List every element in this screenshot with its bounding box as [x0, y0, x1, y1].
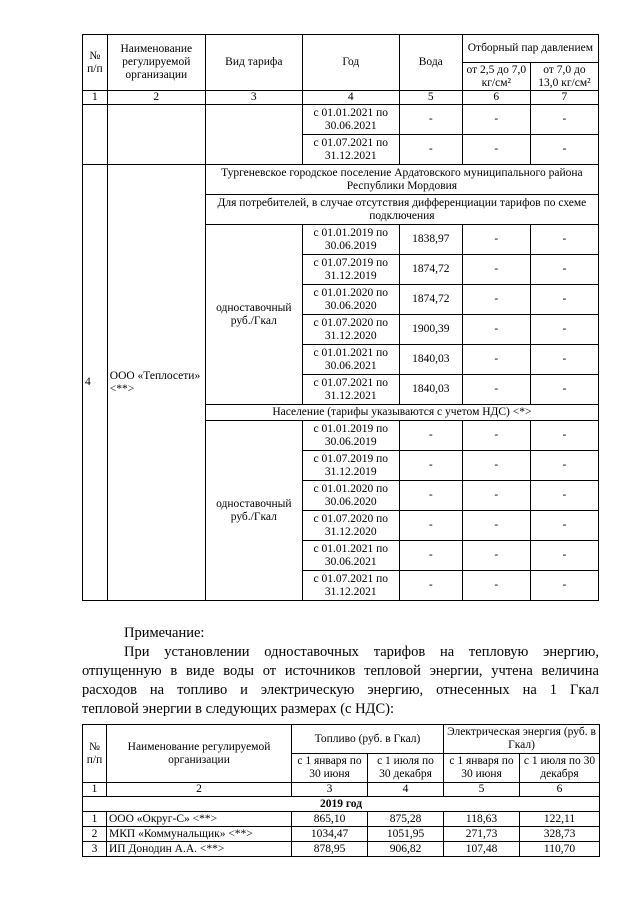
- elec-jan: 118,63: [444, 812, 520, 827]
- steam-b-cell: -: [530, 511, 598, 541]
- header-steam-a: от 2,5 до 7,0 кг/см²: [462, 63, 530, 91]
- water-cell: 1900,39: [399, 315, 462, 345]
- table-row: [83, 105, 599, 135]
- steam-b-cell: -: [530, 255, 598, 285]
- period-cell: с 01.01.2021 по 30.06.2021: [302, 105, 399, 135]
- water-cell: -: [399, 105, 462, 135]
- water-cell: 1840,03: [399, 345, 462, 375]
- period-cell: с 01.01.2019 по 30.06.2019: [302, 421, 399, 451]
- steam-b-cell: -: [530, 451, 598, 481]
- steam-b-cell: -: [530, 481, 598, 511]
- colnum: 4: [302, 91, 399, 105]
- tariff-type: одноставочный руб./Гкал: [205, 225, 302, 405]
- org-name: ООО «Округ-С» <**>: [107, 812, 292, 827]
- fuel-jan: 1034,47: [292, 827, 368, 842]
- water-cell: -: [399, 135, 462, 165]
- header-num: № п/п: [83, 35, 108, 91]
- header-jan: с 1 января по 30 июня: [444, 754, 520, 783]
- steam-a-cell: -: [462, 135, 530, 165]
- settlement-label: Тургеневское городское поселение Ардатовского муниципального района Республики Мордовия: [205, 165, 598, 195]
- steam-a-cell: -: [462, 285, 530, 315]
- note-line-2: отпущенную в виде воды от источников тепловой энергии, учтена величина: [82, 663, 599, 679]
- period-cell: с 01.01.2021 по 30.06.2021: [302, 541, 399, 571]
- header-org: Наименование регулируемой организации: [107, 725, 292, 783]
- colnum: 6: [520, 783, 600, 797]
- fuel-jan: 878,95: [292, 842, 368, 857]
- period-cell: с 01.07.2019 по 31.12.2019: [302, 451, 399, 481]
- period-cell: с 01.01.2021 по 30.06.2021: [302, 345, 399, 375]
- colnum: 4: [368, 783, 444, 797]
- water-cell: 1838,97: [399, 225, 462, 255]
- steam-b-cell: -: [530, 105, 598, 135]
- period-cell: с 01.07.2020 по 31.12.2020: [302, 315, 399, 345]
- header-jul: с 1 июля по 30 декабря: [368, 754, 444, 783]
- header-fuel: Топливо (руб. в Гкал): [292, 725, 444, 754]
- header-num: № п/п: [83, 725, 107, 783]
- header-steam: Отборный пар давлением: [462, 35, 598, 63]
- steam-b-cell: -: [530, 345, 598, 375]
- row-num: 3: [83, 842, 107, 857]
- period-cell: с 01.07.2021 по 31.12.2021: [302, 375, 399, 405]
- water-cell: 1874,72: [399, 285, 462, 315]
- elec-jul: 328,73: [520, 827, 600, 842]
- fuel-jul: 1051,95: [368, 827, 444, 842]
- period-cell: с 01.01.2020 по 30.06.2020: [302, 481, 399, 511]
- elec-jan: 107,48: [444, 842, 520, 857]
- header-steam-b: от 7,0 до 13,0 кг/см²: [530, 63, 598, 91]
- fuel-energy-table: [82, 724, 600, 857]
- note-line-4: тепловой энергии в следующих размерах (с НДС):: [82, 701, 394, 717]
- colnum: 5: [399, 91, 462, 105]
- steam-b-cell: -: [530, 421, 598, 451]
- elec-jul: 110,70: [520, 842, 600, 857]
- colnum: 1: [83, 91, 108, 105]
- tariff-table: [82, 34, 599, 601]
- note-line-1: При установлении одноставочных тарифов на тепловую энергию,: [124, 644, 599, 660]
- elec-jul: 122,11: [520, 812, 600, 827]
- fuel-jan: 865,10: [292, 812, 368, 827]
- steam-a-cell: -: [462, 375, 530, 405]
- steam-b-cell: -: [530, 135, 598, 165]
- org-number: 4: [83, 165, 108, 601]
- colnum: 3: [205, 91, 302, 105]
- steam-b-cell: -: [530, 571, 598, 601]
- steam-a-cell: -: [462, 511, 530, 541]
- header-jul: с 1 июля по 30 декабря: [520, 754, 600, 783]
- steam-b-cell: -: [530, 225, 598, 255]
- steam-b-cell: -: [530, 541, 598, 571]
- fuel-jul: 875,28: [368, 812, 444, 827]
- steam-b-cell: -: [530, 315, 598, 345]
- water-cell: -: [399, 571, 462, 601]
- steam-a-cell: -: [462, 481, 530, 511]
- steam-a-cell: -: [462, 345, 530, 375]
- year-label: 2019 год: [83, 797, 600, 812]
- consumers-label: Для потребителей, в случае отсутствия дифференциации тарифов по схеме подключения: [205, 195, 598, 225]
- period-cell: с 01.07.2021 по 31.12.2021: [302, 135, 399, 165]
- header-year: Год: [302, 35, 399, 91]
- note-line-3: расходов на топливо и электрическую энергию, отнесенных на 1 Гкал: [82, 682, 599, 698]
- colnum: 6: [462, 91, 530, 105]
- colnum: 3: [292, 783, 368, 797]
- table-row: [83, 812, 600, 827]
- period-cell: с 01.07.2020 по 31.12.2020: [302, 511, 399, 541]
- period-cell: с 01.07.2019 по 31.12.2019: [302, 255, 399, 285]
- water-cell: -: [399, 481, 462, 511]
- period-cell: с 01.01.2019 по 30.06.2019: [302, 225, 399, 255]
- steam-a-cell: -: [462, 571, 530, 601]
- steam-a-cell: -: [462, 541, 530, 571]
- water-cell: -: [399, 511, 462, 541]
- header-water: Вода: [399, 35, 462, 91]
- period-cell: с 01.01.2020 по 30.06.2020: [302, 285, 399, 315]
- water-cell: 1874,72: [399, 255, 462, 285]
- table-row: [83, 827, 600, 842]
- row-num: 2: [83, 827, 107, 842]
- colnum: 2: [107, 783, 292, 797]
- steam-a-cell: -: [462, 105, 530, 135]
- org-name: МКП «Коммунальщик» <**>: [107, 827, 292, 842]
- row-num: 1: [83, 812, 107, 827]
- colnum: 7: [530, 91, 598, 105]
- colnum: 2: [107, 91, 205, 105]
- steam-a-cell: -: [462, 255, 530, 285]
- period-cell: с 01.07.2021 по 31.12.2021: [302, 571, 399, 601]
- header-electricity: Электрическая энергия (руб. в Гкал): [444, 725, 600, 754]
- header-jan: с 1 января по 30 июня: [292, 754, 368, 783]
- colnum: 5: [444, 783, 520, 797]
- steam-b-cell: -: [530, 375, 598, 405]
- steam-a-cell: -: [462, 421, 530, 451]
- tariff-type: одноставочный руб./Гкал: [205, 421, 302, 601]
- water-cell: -: [399, 421, 462, 451]
- steam-a-cell: -: [462, 315, 530, 345]
- water-cell: 1840,03: [399, 375, 462, 405]
- table-row: [83, 842, 600, 857]
- steam-a-cell: -: [462, 225, 530, 255]
- water-cell: -: [399, 451, 462, 481]
- steam-b-cell: -: [530, 285, 598, 315]
- steam-a-cell: -: [462, 451, 530, 481]
- population-label: Население (тарифы указываются с учетом НДС) <*>: [205, 405, 598, 421]
- note-title: Примечание:: [124, 625, 205, 641]
- header-org: Наименование регулируемой организации: [107, 35, 205, 91]
- header-tariff: Вид тарифа: [205, 35, 302, 91]
- fuel-jul: 906,82: [368, 842, 444, 857]
- org-name: ООО «Теплосети» <**>: [107, 165, 205, 601]
- elec-jan: 271,73: [444, 827, 520, 842]
- water-cell: -: [399, 541, 462, 571]
- colnum: 1: [83, 783, 107, 797]
- org-name: ИП Донодин А.А. <**>: [107, 842, 292, 857]
